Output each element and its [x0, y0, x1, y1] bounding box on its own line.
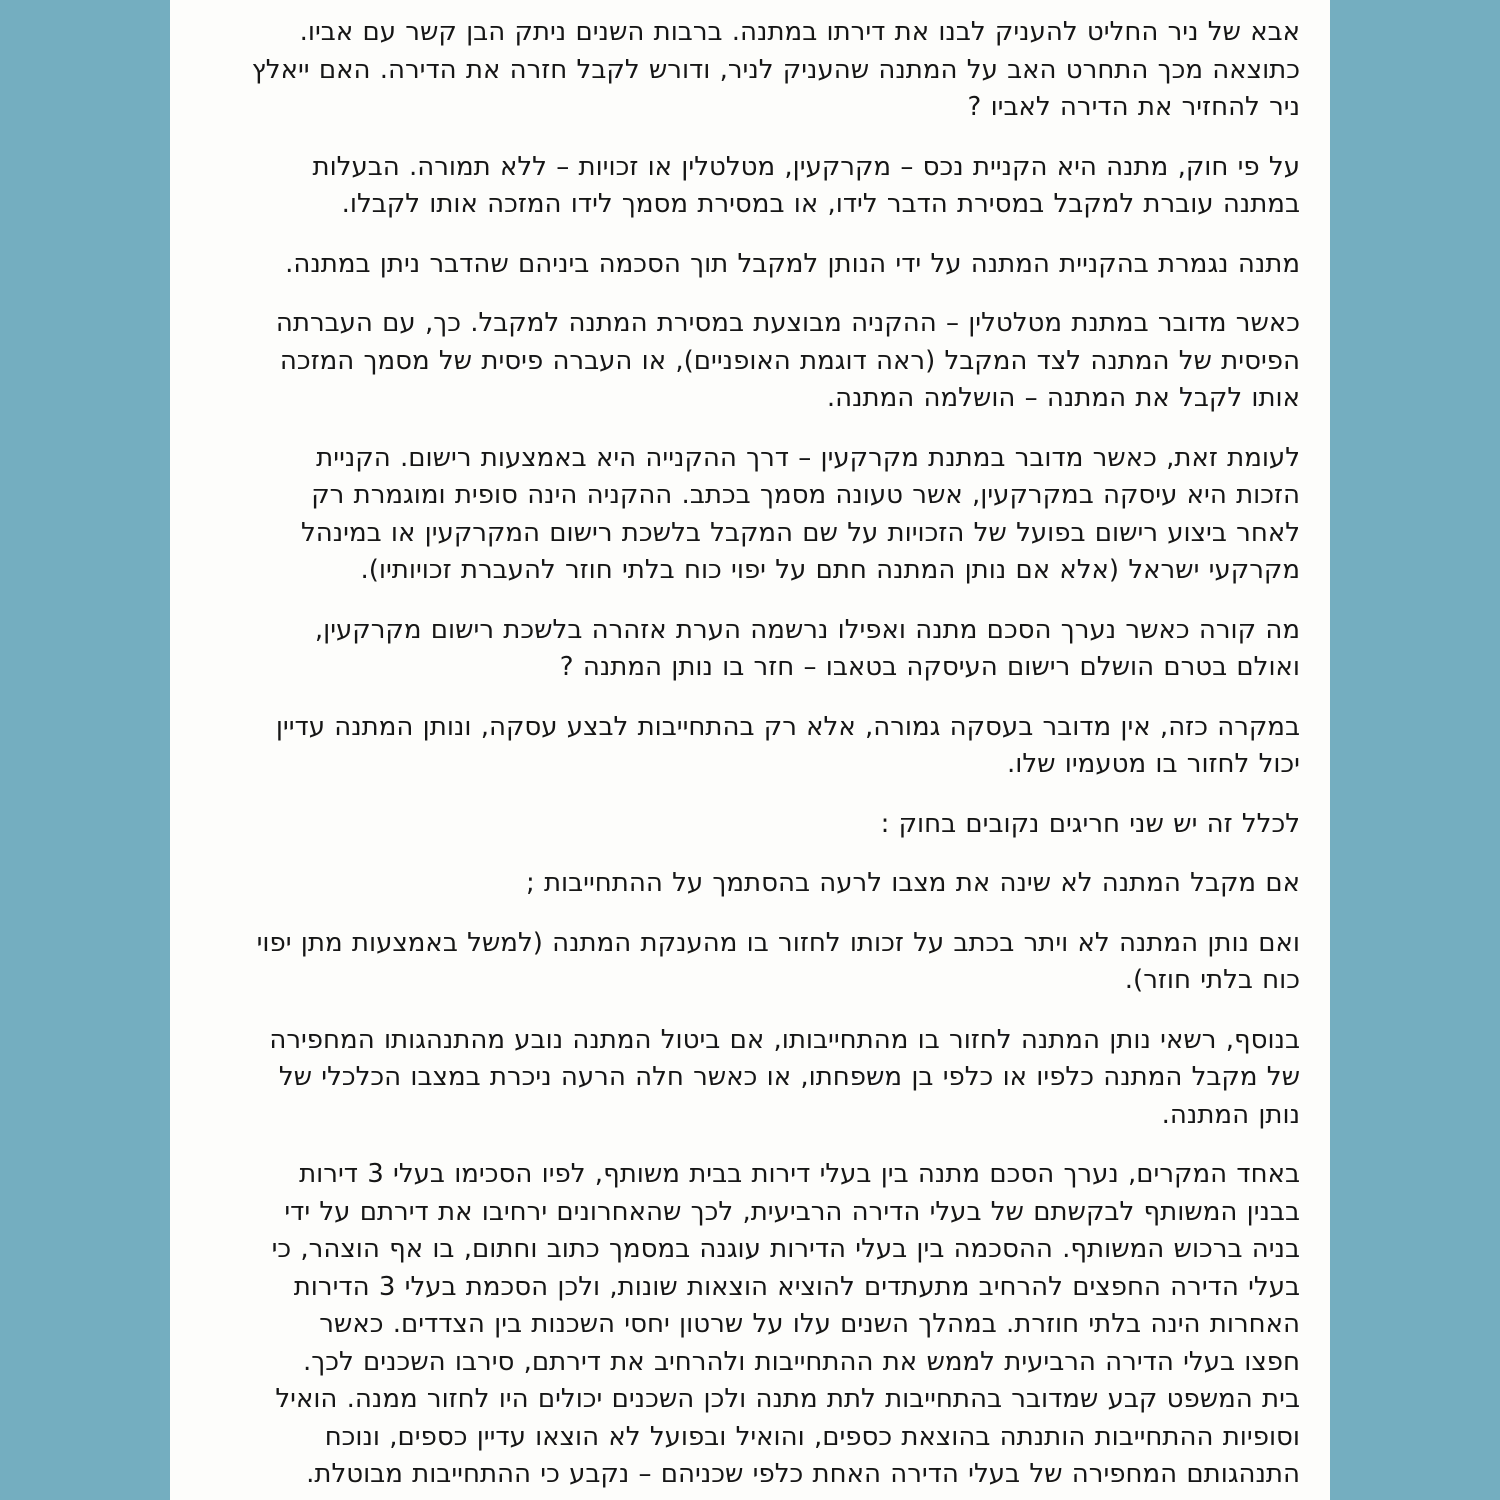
paragraph-disgraceful-conduct: בנוסף, רשאי נותן המתנה לחזור בו מהתחייבותו, אם ביטול המתנה נובע מהתנהגותו המחפירה של מקבל המתנה כלפיו או כלפי בן משפחתו, או כאשר חלה הרעה ניכרת במצבו הכלכלי של נותן המתנה.	[269, 1024, 1300, 1130]
paragraph-real-estate-gift: לעומת זאת, כאשר מדובר במתנת מקרקעין – דרך ההקנייה היא באמצעות רישום. הקניית הזכות היא עיסקה במקרקעין, אשר טעונה מסמך בכתב. ההקניה הינה סופית ומוגמרת רק לאחר ביצוע רישום בפועל של הזכויות על שם המקבל בלשכת רישום המקרקעין או במינהל מקרקעי ישראל (אלא אם נותן המתנה חתם על יפוי כוח בלתי חוזר להעברת זכויותיו).	[300, 442, 1300, 585]
paragraph-gift-completion: מתנה נגמרת בהקניית המתנה על ידי הנותן למקבל תוך הסכמה ביניהם שהדבר ניתן במתנה.	[285, 248, 1300, 279]
paragraph-retraction-question: מה קורה כאשר נערך הסכם מתנה ואפילו נרשמה הערת אזהרה בלשכת רישום מקרקעין, ואולם בטרם הושלם רישום העיסקה בטאבו – חזר בו נותן המתנה ?	[314, 614, 1300, 682]
paragraph-exception-two: ואם נותן המתנה לא ויתר בכתב על זכותו לחזור בו מהענקת המתנה (למשל באמצעות מתן יפוי כוח בלתי חוזר).	[256, 927, 1300, 995]
paragraph-gift-definition: על פי חוק, מתנה היא הקניית נכס – מקרקעין, מטלטלין או זכויות – ללא תמורה. הבעלות במתנה עוברת למקבל במסירת הדבר לידו, או במסירת מסמך לידו המזכה אותו לקבלו.	[312, 151, 1300, 219]
document-page	[170, 0, 1330, 1500]
paragraph-incomplete-transaction: במקרה כזה, אין מדובר בעסקה גמורה, אלא רק בהתחייבות לבצע עסקה, ונותן המתנה עדיין יכול לחזור בו מטעמיו שלו.	[275, 711, 1300, 779]
paragraph-exceptions-intro: לכלל זה יש שני חריגים נקובים בחוק :	[880, 808, 1300, 839]
paragraph-case-example: באחד המקרים, נערך הסכם מתנה בין בעלי דירות בבית משותף, לפיו הסכימו בעלי 3 דירות בבנין המשותף לבקשתם של בעלי הדירה הרביעית, לכך שהאחרונים ירחיבו את דירתם על ידי בניה ברכוש המשותף. ההסכמה בין בעלי הדירות עוגנה במסמך כתוב וחתום, בו אף הוצהר, כי בעלי הדירה החפצים להרחיב מתעתדים להוציא הוצאות שונות, ולכן הסכמת בעלי 3 הדירות האחרות הינה בלתי חוזרת. במהלך השנים עלו על שרטון יחסי השכנות בין הצדדים. כאשר חפצו בעלי הדירה הרביעית לממש את ההתחייבות ולהרחיב את דירתם, סירבו השכנים לכך. בית המשפט קבע שמדובר בהתחייבות לתת מתנה ולכן השכנים יכולים היו לחזור ממנה. הואיל וסופיות ההתחייבות הותנתה בהוצאת כספים, והואיל ובפועל לא הוצאו עדיין כספים, ונוכח התנהגותם המחפירה של בעלי הדירה האחת כלפי שכניהם – נקבע כי ההתחייבות מבוטלת.	[271, 1159, 1300, 1489]
paragraph-movables-gift: כאשר מדובר במתנת מטלטלין – ההקניה מבוצעת במסירת המתנה למקבל. כך, עם העברתה הפיסית של המתנה לצד המקבל (ראה דוגמת האופניים), או העברה פיסית של מסמך המזכה אותו לקבל את המתנה – הושלמה המתנה.	[275, 308, 1300, 413]
paragraph-nir-gift-question: אבא של ניר החליט להעניק לבנו את דירתו במתנה. ברבות השנים ניתק הבן קשר עם אביו. כתוצאה מכך התחרט האב על המתנה שהעניק לניר, ודורש לקבל חזרה את הדירה. האם ייאלץ ניר להחזיר את הדירה לאביו ?	[251, 17, 1300, 122]
paragraph-exception-one: אם מקבל המתנה לא שינה את מצבו לרעה בהסתמך על ההתחייבות ;	[525, 868, 1300, 898]
